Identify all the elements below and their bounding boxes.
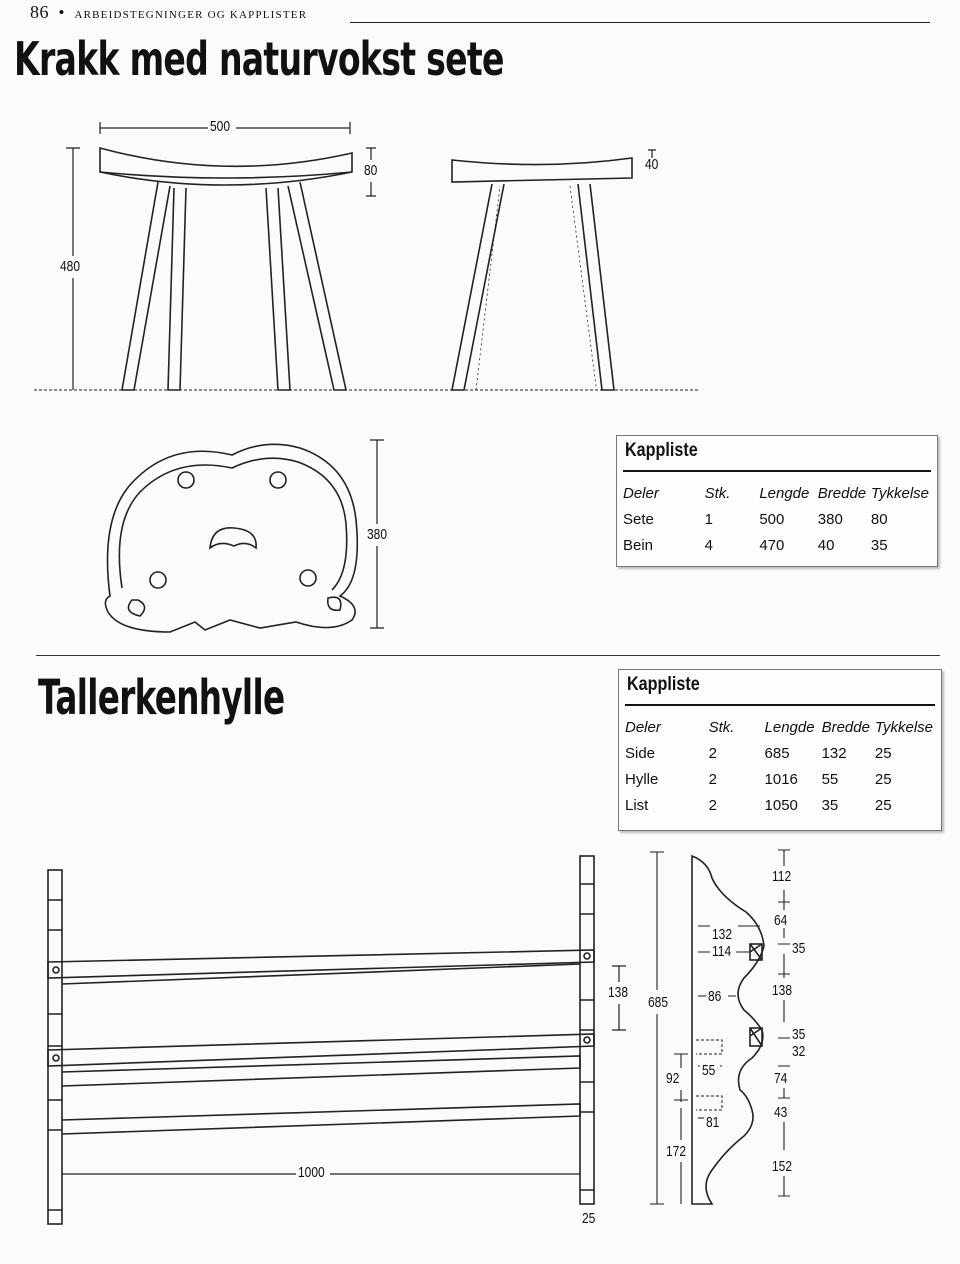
dim-height-480: 480 [60, 258, 81, 275]
rack-cutlist-table [625, 714, 933, 818]
cell: 35 [821, 796, 839, 814]
dim-35-lower: 35 [792, 1026, 806, 1043]
table-header-row [623, 480, 929, 506]
rack-side-profile [692, 856, 764, 1204]
dim-43: 43 [774, 1104, 788, 1121]
stool-title: Krakk med naturvokst sete [14, 32, 504, 86]
cell: 1050 [764, 796, 798, 814]
cell: 80 [870, 510, 888, 528]
cell: 25 [874, 796, 892, 814]
stool-cutlist-rule [623, 470, 931, 472]
dim-32: 32 [792, 1043, 806, 1060]
dim-edge-40: 40 [645, 156, 659, 173]
dim-64: 64 [774, 912, 788, 929]
col-deler: Deler [625, 718, 661, 736]
dim-side-thick-25: 25 [582, 1210, 596, 1227]
cell: Bein [623, 536, 654, 554]
col-lengde: Lengde [764, 718, 815, 736]
dim-81: 81 [706, 1114, 720, 1131]
dim-74: 74 [774, 1070, 788, 1087]
dim-92: 92 [666, 1070, 680, 1087]
table-row [625, 792, 933, 818]
cell: 4 [704, 536, 713, 554]
dim-86: 86 [708, 988, 722, 1005]
cell: 380 [817, 510, 843, 528]
rack-cutlist-title: Kappliste [627, 674, 700, 695]
page-number: 86 [30, 2, 49, 22]
cell: 470 [759, 536, 785, 554]
dim-114: 114 [712, 943, 732, 960]
col-stk: Stk. [708, 718, 735, 736]
dim-172: 172 [666, 1143, 687, 1160]
cell: List [625, 796, 649, 814]
cell: 2 [708, 796, 717, 814]
cell: 55 [821, 770, 839, 788]
table-row [623, 532, 929, 558]
table-row [625, 766, 933, 792]
stool-seat-plan [105, 444, 357, 632]
dim-width-500: 500 [210, 118, 231, 135]
section-title: ARBEIDSTEGNINGER OG KAPPLISTER [74, 9, 308, 21]
section-separator [36, 655, 940, 656]
bullet: • [58, 3, 65, 22]
stool-cutlist-title: Kappliste [625, 440, 698, 461]
cell: Side [625, 744, 656, 762]
cell: 1016 [764, 770, 798, 788]
dim-rack-width-1000: 1000 [298, 1164, 325, 1181]
cell: 2 [708, 770, 717, 788]
cell: 1 [704, 510, 713, 528]
cell: 500 [759, 510, 785, 528]
dim-55: 55 [702, 1062, 716, 1079]
cell: 25 [874, 744, 892, 762]
col-bredde: Bredde [817, 484, 867, 502]
col-lengde: Lengde [759, 484, 810, 502]
cell: 25 [874, 770, 892, 788]
col-bredde: Bredde [821, 718, 870, 736]
col-tykkelse: Tykkelse [874, 718, 933, 736]
col-tykkelse: Tykkelse [870, 484, 929, 502]
rack-cutlist-panel [618, 669, 942, 831]
dim-seat-80: 80 [364, 162, 378, 179]
dim-138-profile: 138 [772, 982, 793, 999]
dim-35-upper: 35 [792, 940, 806, 957]
table-row [623, 506, 929, 532]
stool-cutlist-panel [616, 435, 938, 567]
cell: 40 [817, 536, 835, 554]
dim-132: 132 [712, 926, 733, 943]
cell: Sete [623, 510, 654, 528]
cell: Hylle [625, 770, 659, 788]
dim-112: 112 [772, 868, 792, 885]
cell: 132 [821, 744, 847, 762]
cell: 2 [708, 744, 717, 762]
col-deler: Deler [623, 484, 659, 502]
cell: 685 [764, 744, 790, 762]
dim-depth-380: 380 [367, 526, 388, 543]
rack-cutlist-rule [625, 704, 935, 706]
stool-cutlist-table [623, 480, 929, 558]
col-stk: Stk. [704, 484, 731, 502]
dim-shelf-gap-138: 138 [608, 984, 629, 1001]
dim-total-685: 685 [648, 994, 669, 1011]
cell: 35 [870, 536, 888, 554]
stool-side-view [430, 158, 700, 390]
table-row [625, 740, 933, 766]
dim-152: 152 [772, 1158, 793, 1175]
table-header-row [625, 714, 933, 740]
rack-title: Tallerkenhylle [38, 670, 285, 726]
